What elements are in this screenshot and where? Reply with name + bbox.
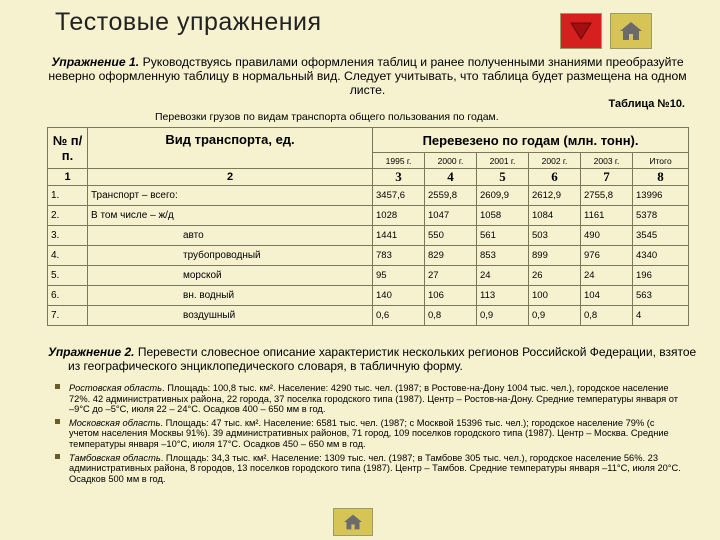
home-button-bottom[interactable] [333,508,373,536]
table-row [48,266,689,286]
value-cell: 2559,8 [425,186,477,206]
column-number: 4 [425,169,477,186]
header-period: Перевезено по годам (млн. тонн). [373,128,689,153]
row-number: 1. [48,186,88,206]
value-cell: 24 [581,266,633,286]
value-cell: 561 [477,226,529,246]
value-cell: 1028 [373,206,425,226]
transport-type: трубопроводный [88,246,373,266]
value-cell: 2755,8 [581,186,633,206]
table-row [48,206,689,226]
region-text: . Площадь: 100,8 тыс. км². Население: 4290 тыс. чел. (1987; в Ростове-на-Дону 1004 тыс. чел.), городское население 72%. 42 административных района, 22 города, 37 поселка городского типа (1987). Центр – Ростов-на-Дону. Средние температуры января от –9°С до –5°С, июля 22 – 24°С. Осадков 400 – 650 мм в год. [69,383,678,415]
column-number: 6 [529,169,581,186]
column-number: 1 [48,169,88,186]
table-row [48,246,689,266]
back-triangle-icon [569,21,593,41]
slide-title: Тестовые упражнения [55,8,322,36]
column-number: 3 [373,169,425,186]
list-item [55,453,685,485]
table-row [48,186,689,206]
row-number: 3. [48,226,88,246]
transport-type: воздушный [88,306,373,326]
header-number: № п/п. [48,128,88,169]
value-cell: 113 [477,286,529,306]
year-cell: 2002 г. [529,153,581,169]
header-transport-type: Вид транспорта, ед. [88,128,373,169]
value-cell: 563 [633,286,689,306]
list-item [55,383,685,415]
value-cell: 490 [581,226,633,246]
exercise-2-body: Перевести словесное описание характеристик нескольких регионов Российской Федерации, взятое из географического энциклопедического словаря, в табличную форму. [68,345,697,373]
region-name: Московская область [69,417,161,428]
value-cell: 0,8 [425,306,477,326]
region-text: . Площадь: 47 тыс. км². Население: 6581 тыс. чел. (1987; с Москвой 15396 тыс. чел.); городское население 79% (с учетом населения Москвы 91%). 39 административных районов, 71 город, 109 поселков городского типа (1987). Центр – Москва. Средние температуры января –10°С, июля 17°С. Осадков 450 – 650 мм в год. [69,417,669,449]
transport-type: авто [88,226,373,246]
value-cell: 0,8 [581,306,633,326]
value-cell: 1161 [581,206,633,226]
list-item [55,418,685,450]
value-cell: 4 [633,306,689,326]
year-cell: 2001 г. [477,153,529,169]
row-number: 4. [48,246,88,266]
table-row [48,306,689,326]
freight-table [47,127,689,326]
value-cell: 1084 [529,206,581,226]
exercise-1-body: Руководствуясь правилами оформления таблиц и ранее полученными знаниями преобразуйте неверно оформленную таблицу в нормальный вид. Следует учитывать, что таблица будет размещена на одном листе. [48,55,687,97]
value-cell: 899 [529,246,581,266]
transport-type: Транспорт – всего: [88,186,373,206]
value-cell: 24 [477,266,529,286]
value-cell: 100 [529,286,581,306]
column-number: 2 [88,169,373,186]
year-cell: 2000 г. [425,153,477,169]
bullet-icon [55,454,60,459]
value-cell: 503 [529,226,581,246]
bullet-icon [55,384,60,389]
value-cell: 4340 [633,246,689,266]
table-row [48,286,689,306]
value-cell: 0,6 [373,306,425,326]
value-cell: 27 [425,266,477,286]
previous-slide-button[interactable] [560,13,602,49]
value-cell: 550 [425,226,477,246]
value-cell: 5378 [633,206,689,226]
region-name: Ростовская область [69,383,163,393]
value-cell: 1047 [425,206,477,226]
value-cell: 104 [581,286,633,306]
year-cell: Итого [633,153,689,169]
table-header-area [45,98,685,126]
bullet-icon [55,419,60,424]
region-name: Тамбовская область [69,452,161,463]
value-cell: 0,9 [529,306,581,326]
value-cell: 3545 [633,226,689,246]
transport-type: вн. водный [88,286,373,306]
home-button[interactable] [610,13,652,49]
exercise-2-text [48,345,698,373]
column-numbers-row [48,169,689,186]
exercise-1-text [45,55,690,97]
home-icon [342,513,364,531]
table-row [48,226,689,246]
value-cell: 13996 [633,186,689,206]
value-cell: 0,9 [477,306,529,326]
value-cell: 3457,6 [373,186,425,206]
value-cell: 853 [477,246,529,266]
value-cell: 1058 [477,206,529,226]
value-cell: 976 [581,246,633,266]
value-cell: 140 [373,286,425,306]
value-cell: 829 [425,246,477,266]
row-number: 6. [48,286,88,306]
value-cell: 26 [529,266,581,286]
transport-type: В том числе – ж/д [88,206,373,226]
row-number: 5. [48,266,88,286]
value-cell: 95 [373,266,425,286]
table-number: Таблица №10. [608,98,685,110]
year-cell: 1995 г. [373,153,425,169]
year-cell: 2003 г. [581,153,633,169]
value-cell: 106 [425,286,477,306]
value-cell: 196 [633,266,689,286]
home-icon [618,20,644,42]
row-number: 2. [48,206,88,226]
table-caption: Перевозки грузов по видам транспорта общего пользования по годам. [155,111,499,123]
column-number: 5 [477,169,529,186]
row-number: 7. [48,306,88,326]
value-cell: 2609,9 [477,186,529,206]
transport-type: морской [88,266,373,286]
exercise-1-label: Упражнение 1. [51,55,140,69]
region-text: . Площадь: 34,3 тыс. км². Население: 1309 тыс. чел. (1987; в Тамбове 305 тыс. чел.), городское население 56%. 23 административных района, 8 городов, 13 поселков городского типа (1987). Центр – Тамбов. Средние температуры января –11°С, июля 20°С. Осадков 500 мм в год. [69,452,681,484]
regions-list [55,383,685,487]
value-cell: 783 [373,246,425,266]
value-cell: 1441 [373,226,425,246]
table-header-row [48,128,689,153]
column-number: 8 [633,169,689,186]
exercise-2-label: Упражнение 2. [48,345,135,359]
column-number: 7 [581,169,633,186]
value-cell: 2612,9 [529,186,581,206]
